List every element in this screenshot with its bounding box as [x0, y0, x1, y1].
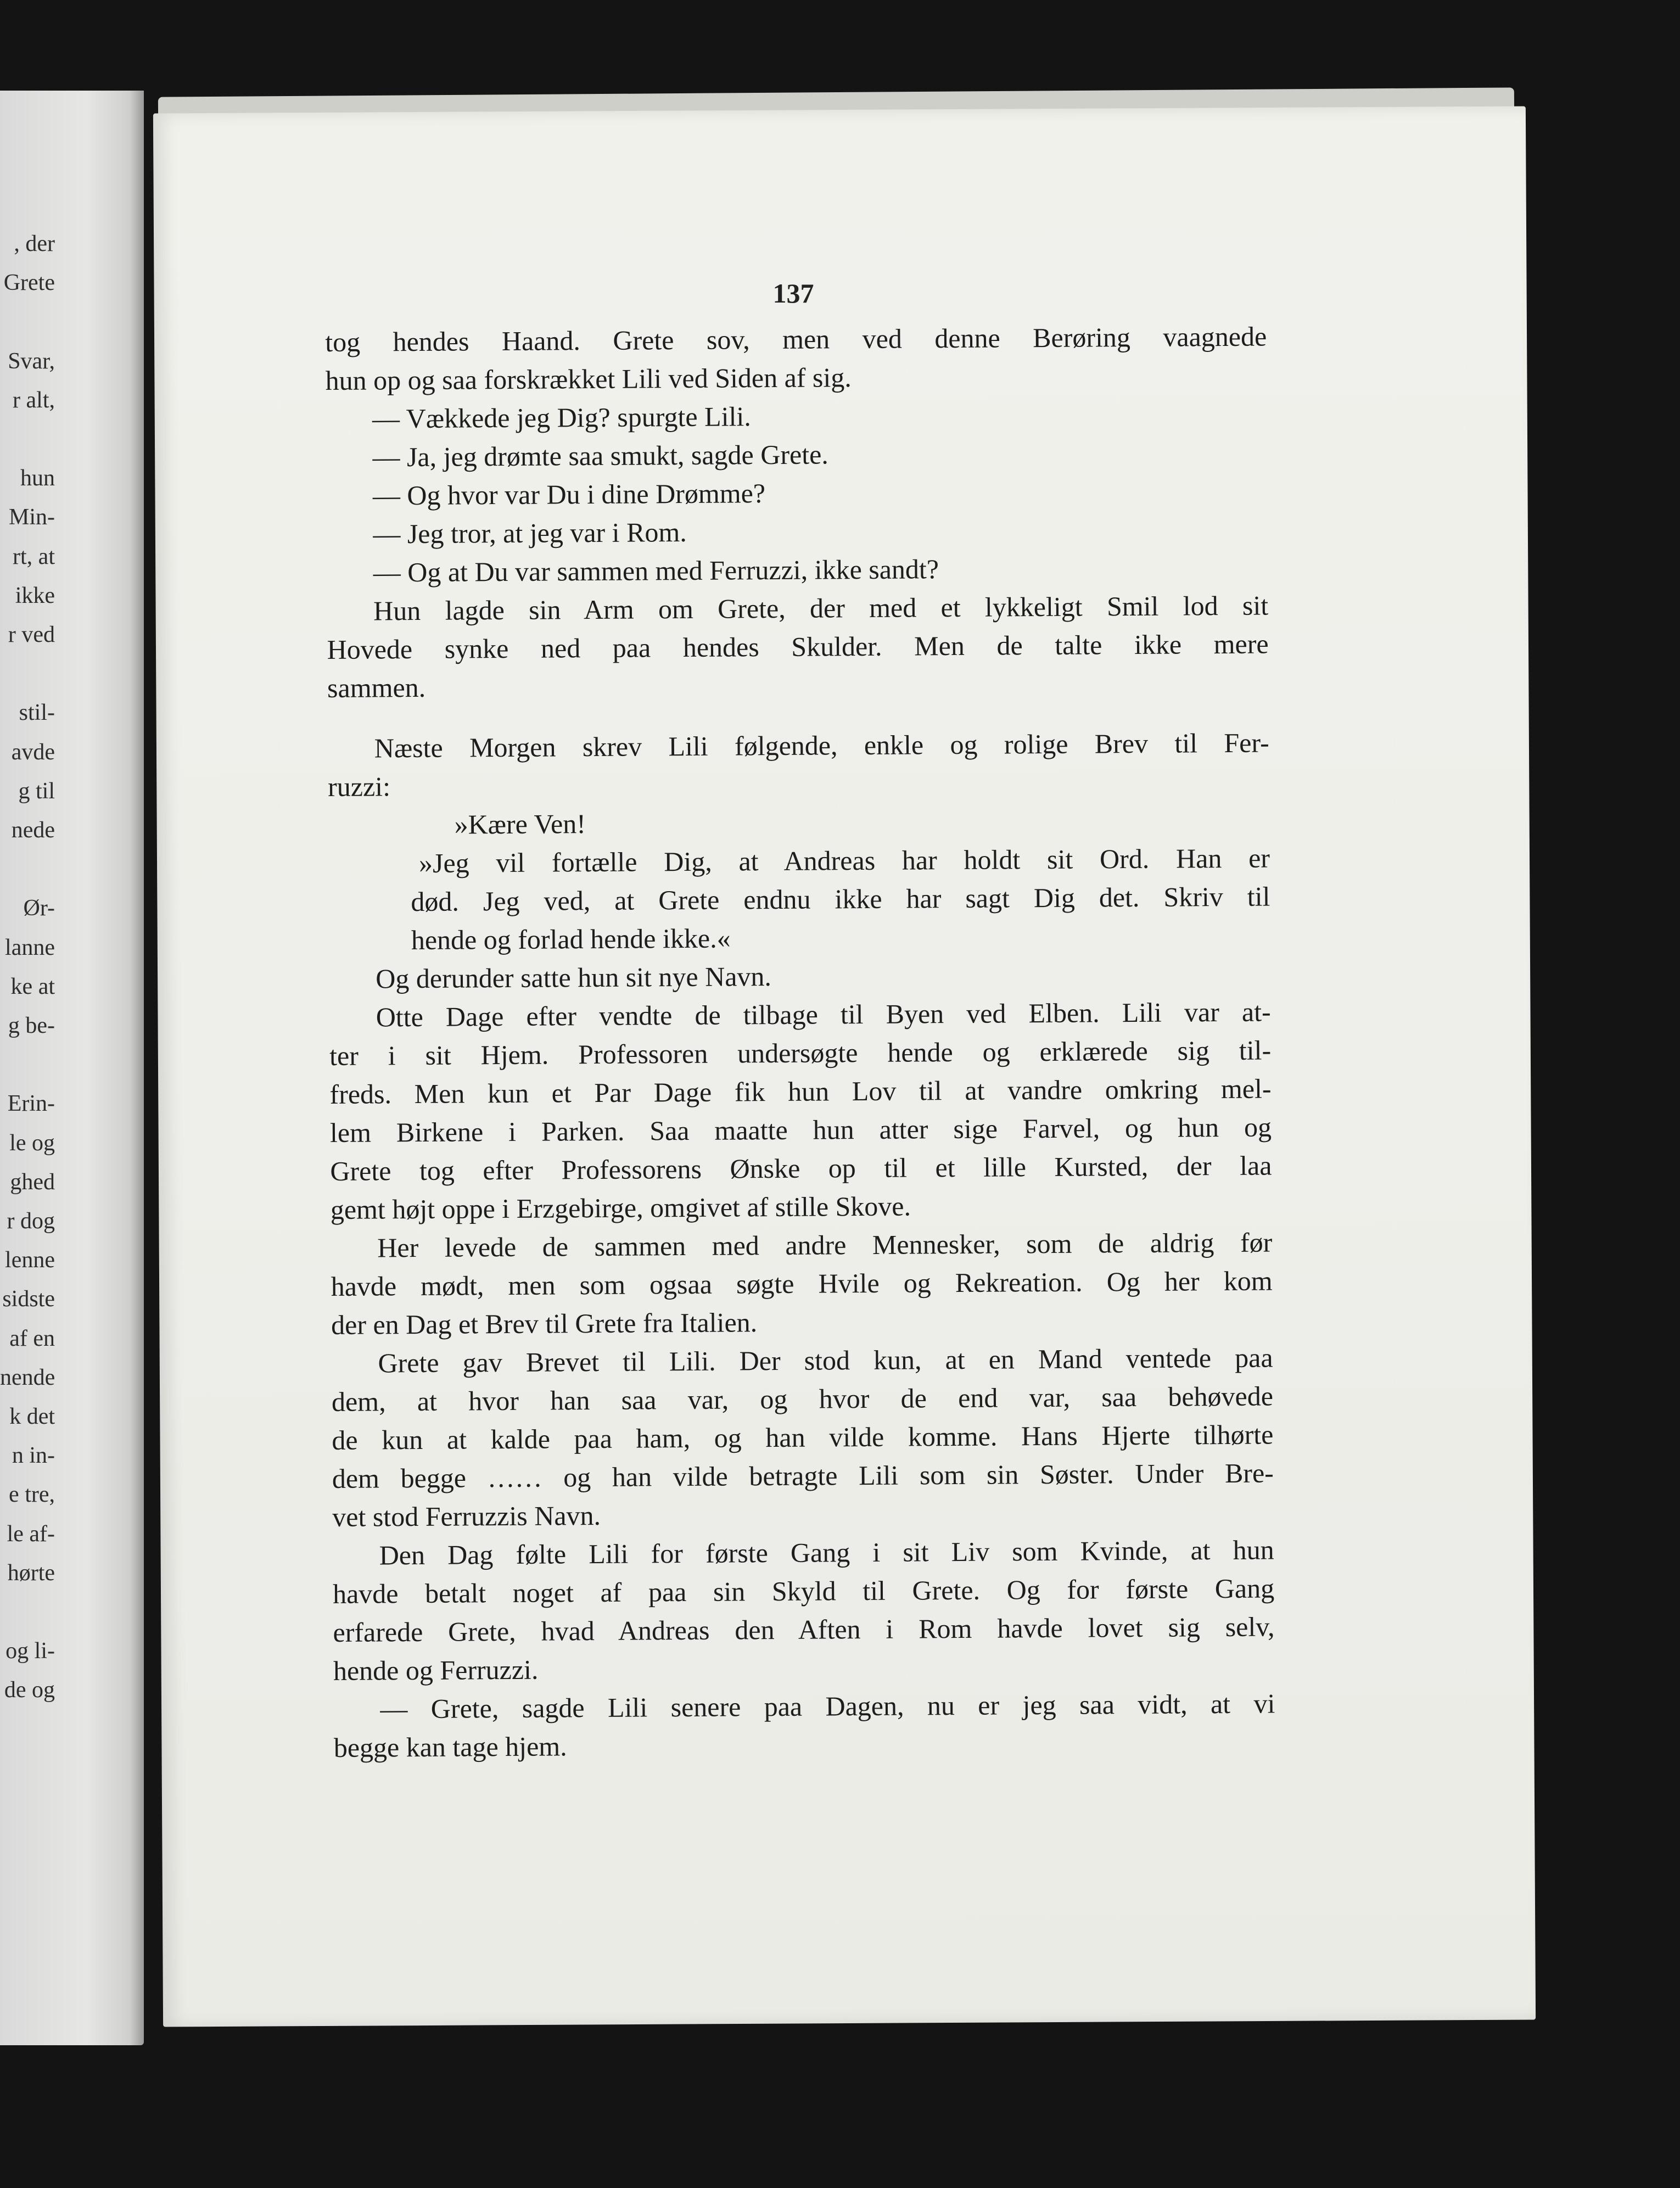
text-line: — Og hvor var Du i dine Drømme? — [372, 478, 766, 511]
left-page-fragment: sidste — [2, 1286, 55, 1312]
text-line: ter i sit Hjem. Professoren undersøgte hende og erklærede sig til- — [329, 1034, 1272, 1071]
left-page-fragment: hun — [20, 466, 55, 491]
text-line: Grete gav Brevet til Lili. Der stod kun, at en Mand ventede paa — [378, 1342, 1273, 1379]
left-page-fragment: Ør- — [23, 896, 55, 921]
text-line: »Jeg vil fortælle Dig, at Andreas har holdt sit Ord. Han er — [418, 842, 1270, 878]
text-line: hende og Ferruzzi. — [333, 1654, 539, 1686]
text-line: havde mødt, men som ogsaa søgte Hvile og Rekreation. Og her kom — [331, 1265, 1273, 1302]
left-page-fragment: r dog — [7, 1208, 55, 1234]
text-line: gemt højt oppe i Erzgebirge, omgivet af stille Skove. — [330, 1190, 911, 1225]
left-page — [0, 91, 144, 2045]
left-page-fragment: k det — [9, 1404, 55, 1429]
text-line: hun op og saa forskrækket Lili ved Siden af sig. — [325, 362, 852, 396]
left-page-fragment: rt, at — [13, 544, 55, 569]
body-text — [325, 317, 1275, 1767]
text-line: hende og forlad hende ikke.« — [411, 922, 731, 956]
left-page-fragment: ghed — [10, 1169, 55, 1195]
left-page-fragment: n in- — [12, 1443, 55, 1469]
left-page-fragment: de og — [4, 1677, 55, 1703]
text-line: Og derunder satte hun sit nye Navn. — [376, 961, 772, 994]
left-page-fragment: lenne — [5, 1247, 55, 1273]
left-page-fragment: Erin- — [7, 1091, 55, 1117]
text-line: — Grete, sagde Lili senere paa Dagen, nu er jeg saa vidt, at vi — [380, 1688, 1275, 1725]
text-line: lem Birkene i Parken. Saa maatte hun atter sige Farvel, og hun og — [329, 1111, 1272, 1148]
text-line: død. Jeg ved, at Grete endnu ikke har sagt Dig det. Skriv til — [411, 881, 1270, 917]
left-page-fragment: le af- — [7, 1521, 55, 1547]
left-page-fragment: lanne — [5, 934, 55, 960]
text-line: erfarede Grete, hvad Andreas den Aften i Rom havde lovet sig selv, — [333, 1611, 1275, 1648]
left-page-fragment: , der — [14, 231, 55, 256]
left-page-fragment: hørte — [7, 1560, 55, 1586]
left-page-fragment: e tre, — [9, 1482, 55, 1508]
text-line: »Kære Ven! — [454, 808, 586, 840]
text-line: — Vækkede jeg Dig? spurgte Lili. — [372, 401, 751, 434]
left-page-fragment: g be- — [8, 1013, 55, 1038]
left-page-fragment: nede — [11, 818, 55, 843]
text-line: Grete tog efter Professorens Ønske op til et lille Kursted, der laa — [330, 1150, 1272, 1187]
left-page-fragment: og li- — [5, 1638, 55, 1664]
page-number: 137 — [772, 278, 814, 309]
left-page-fragment: r alt, — [13, 387, 55, 413]
text-line: tog hendes Haand. Grete sov, men ved denne Berøring vaagnede — [325, 321, 1267, 357]
text-line: Her levede de sammen med andre Mennesker, som de aldrig før — [377, 1227, 1273, 1263]
left-page-fragment: le og — [9, 1130, 55, 1156]
left-page-fragment: g til — [18, 778, 55, 804]
text-line: sammen. — [327, 671, 426, 703]
text-line: — Jeg tror, at jeg var i Rom. — [373, 516, 687, 550]
left-page-fragment: Grete — [3, 270, 55, 296]
left-page-fragment: af en — [9, 1325, 55, 1351]
text-line: Næste Morgen skrev Lili følgende, enkle og rolige Brev til Fer- — [374, 727, 1269, 764]
text-line: — Og at Du var sammen med Ferruzzi, ikke sandt? — [373, 553, 939, 588]
left-page-fragment: Svar, — [8, 348, 55, 374]
text-line: havde betalt noget af paa sin Skyld til Grete. Og for første Gang — [332, 1573, 1275, 1609]
text-line: ruzzi: — [327, 771, 391, 802]
text-line: dem begge …… og han vilde betragte Lili som sin Søster. Under Bre- — [332, 1457, 1274, 1494]
text-line: vet stod Ferruzzis Navn. — [332, 1499, 601, 1532]
left-page-fragment: Min- — [9, 505, 55, 530]
text-line: dem, at hvor han saa var, og hvor de end var, saa behøvede — [331, 1380, 1274, 1417]
text-line: Hovede synke ned paa hendes Skulder. Men de talte ikke mere — [327, 628, 1269, 665]
left-page-fragment: ikke — [15, 583, 55, 608]
text-line: der en Dag et Brev til Grete fra Italien. — [331, 1307, 758, 1340]
text-line: — Ja, jeg drømte saa smukt, sagde Grete. — [372, 439, 828, 473]
text-line: freds. Men kun et Par Dage fik hun Lov til at vandre omkring mel- — [329, 1073, 1272, 1110]
text-line: begge kan tage hjem. — [333, 1731, 567, 1763]
text-line: Otte Dage efter vendte de tilbage til Byen ved Elben. Lili var at- — [376, 996, 1271, 1033]
left-page-fragment: nende — [0, 1364, 55, 1390]
left-page-fragment: ke at — [10, 973, 55, 999]
text-line: de kun at kalde paa ham, og han vilde komme. Hans Hjerte tilhørte — [332, 1419, 1274, 1456]
left-page-fragment: r ved — [8, 622, 55, 647]
text-line: Den Dag følte Lili for første Gang i sit Liv som Kvinde, at hun — [379, 1534, 1274, 1571]
left-page-fragment: avde — [11, 739, 55, 765]
left-page-fragment: stil- — [19, 700, 55, 726]
text-line: Hun lagde sin Arm om Grete, der med et lykkeligt Smil lod sit — [373, 590, 1269, 626]
